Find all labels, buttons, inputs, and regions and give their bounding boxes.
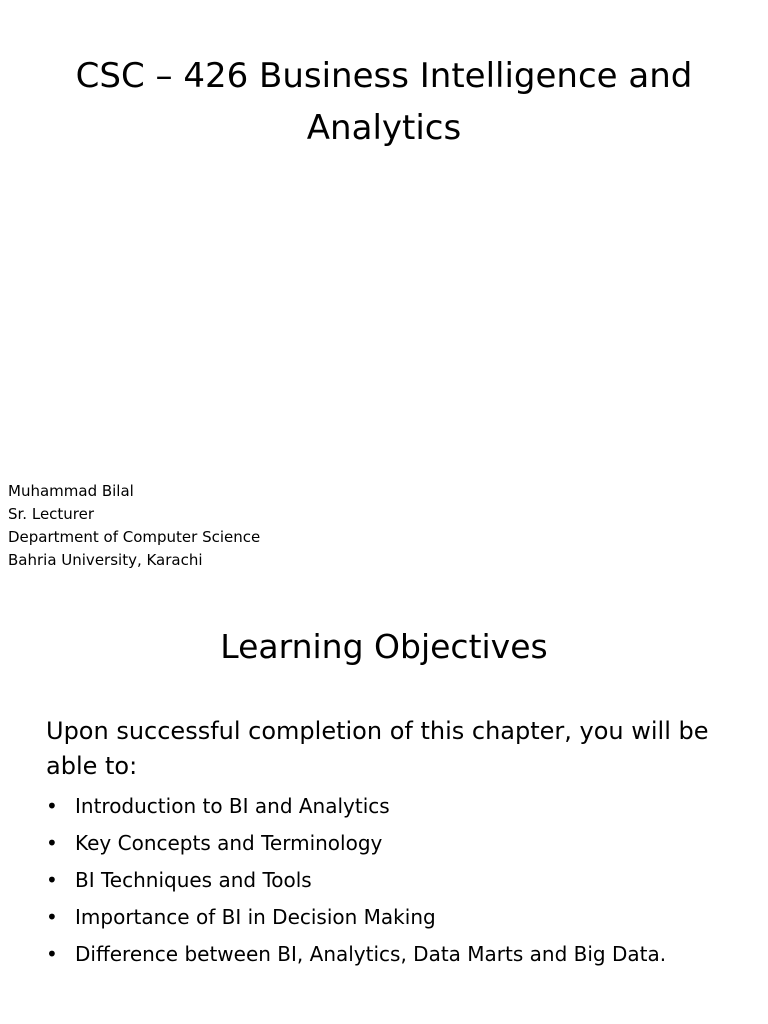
course-title: CSC – 426 Business Intelligence and Analytics: [75, 56, 693, 148]
author-department: Department of Computer Science: [8, 528, 261, 546]
objective-text: BI Techniques and Tools: [75, 868, 312, 892]
objective-text: Key Concepts and Terminology: [75, 831, 383, 855]
objective-item: [46, 899, 666, 936]
objectives-slide: [0, 600, 768, 1024]
objective-item: [46, 936, 666, 973]
bullet-icon: •: [46, 942, 58, 966]
author-name: Muhammad Bilal: [8, 482, 134, 500]
author-position: Sr. Lecturer: [8, 505, 95, 523]
bullet-icon: •: [46, 794, 58, 818]
bullet-icon: •: [46, 831, 58, 855]
bullet-icon: •: [46, 905, 58, 929]
objectives-title: Learning Objectives: [220, 627, 548, 666]
objectives-list: [46, 788, 666, 973]
author-institution: Bahria University, Karachi: [8, 551, 203, 569]
objective-item: [46, 825, 666, 862]
objective-text: Introduction to BI and Analytics: [75, 794, 390, 818]
objective-text: Importance of BI in Decision Making: [75, 905, 436, 929]
objective-item: [46, 788, 666, 825]
objective-text: Difference between BI, Analytics, Data Marts and Big Data.: [75, 942, 667, 966]
author-info: [8, 480, 260, 572]
objective-item: [46, 862, 666, 899]
bullet-icon: •: [46, 868, 58, 892]
objectives-intro: Upon successful completion of this chapter, you will be able to:: [46, 717, 709, 780]
